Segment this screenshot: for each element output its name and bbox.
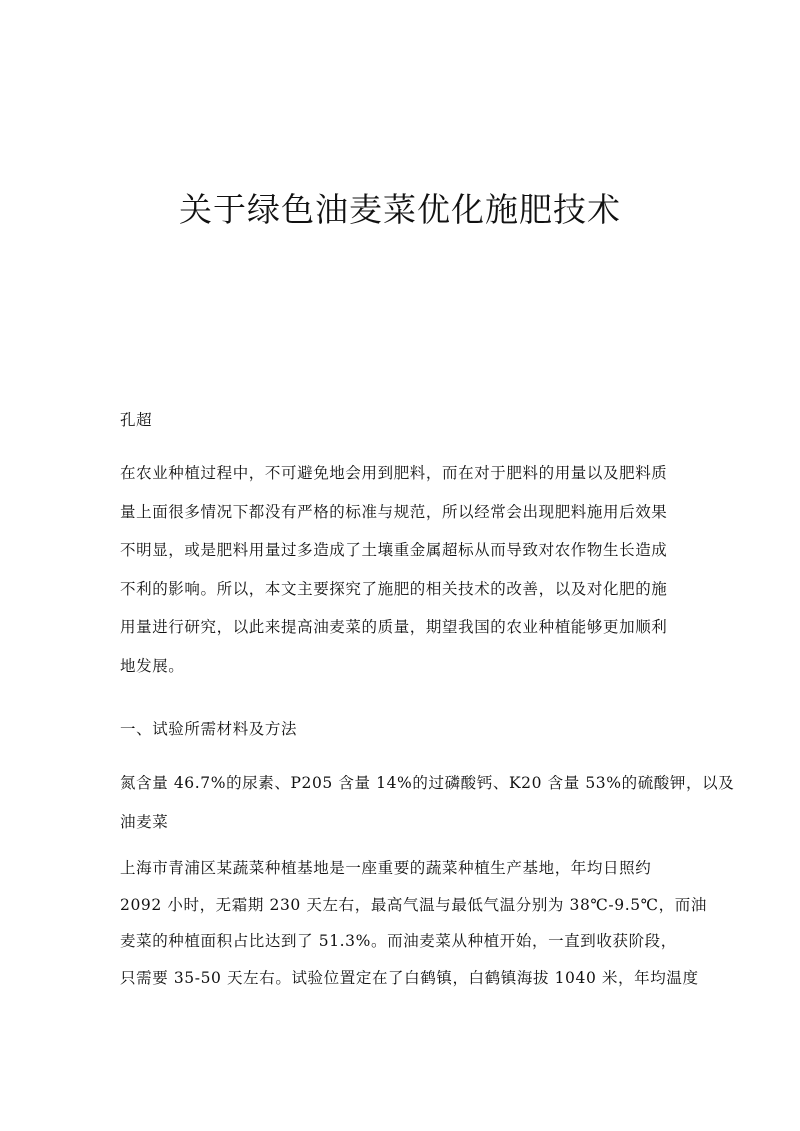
document-title: 关于绿色油麦菜优化施肥技术 [179,190,621,229]
site-paragraph [120,850,707,996]
author-name: 孔超 [120,411,153,429]
materials-paragraph [120,764,735,841]
section-heading: 一、试验所需材料及方法 [120,720,298,738]
paragraph-line: 不利的影响。所以，本文主要探究了施肥的相关技术的改善，以及对化肥的施 [120,579,668,598]
paragraph-line: 量上面很多情况下都没有严格的标准与规范，所以经常会出现肥料施用后效果 [120,502,668,521]
paragraph-line: 2092 小时，无霜期 230 天左右，最高气温与最低气温分别为 38℃-9.5℃，而油 [120,895,707,914]
paragraph-line: 地发展。 [120,656,185,675]
paragraph-line: 用量进行研究，以此来提高油麦菜的质量，期望我国的农业种植能够更加顺利 [120,618,668,636]
paragraph-line: 氮含量 46.7%的尿素、P205 含量 14%的过磷酸钙、K20 含量 53%的硫酸钾，以及 [120,774,735,792]
paragraph-line: 油麦菜 [120,812,169,831]
paragraph-line: 麦菜的种植面积占比达到了 51.3%。而油麦菜从种植开始，一直到收获阶段， [120,932,677,950]
paragraph-line: 只需要 35-50 天左右。试验位置定在了白鹤镇，白鹤镇海拔 1040 米，年均温度 [120,968,699,987]
paragraph-line: 在农业种植过程中，不可避免地会用到肥料，而在对于肥料的用量以及肥料质 [120,464,668,482]
abstract-paragraph [120,454,680,685]
paragraph-line: 上海市青浦区某蔬菜种植基地是一座重要的蔬菜种植生产基地，年均日照约 [120,859,652,877]
paragraph-line: 不明显，或是肥料用量过多造成了土壤重金属超标从而导致对农作物生长造成 [120,541,668,559]
